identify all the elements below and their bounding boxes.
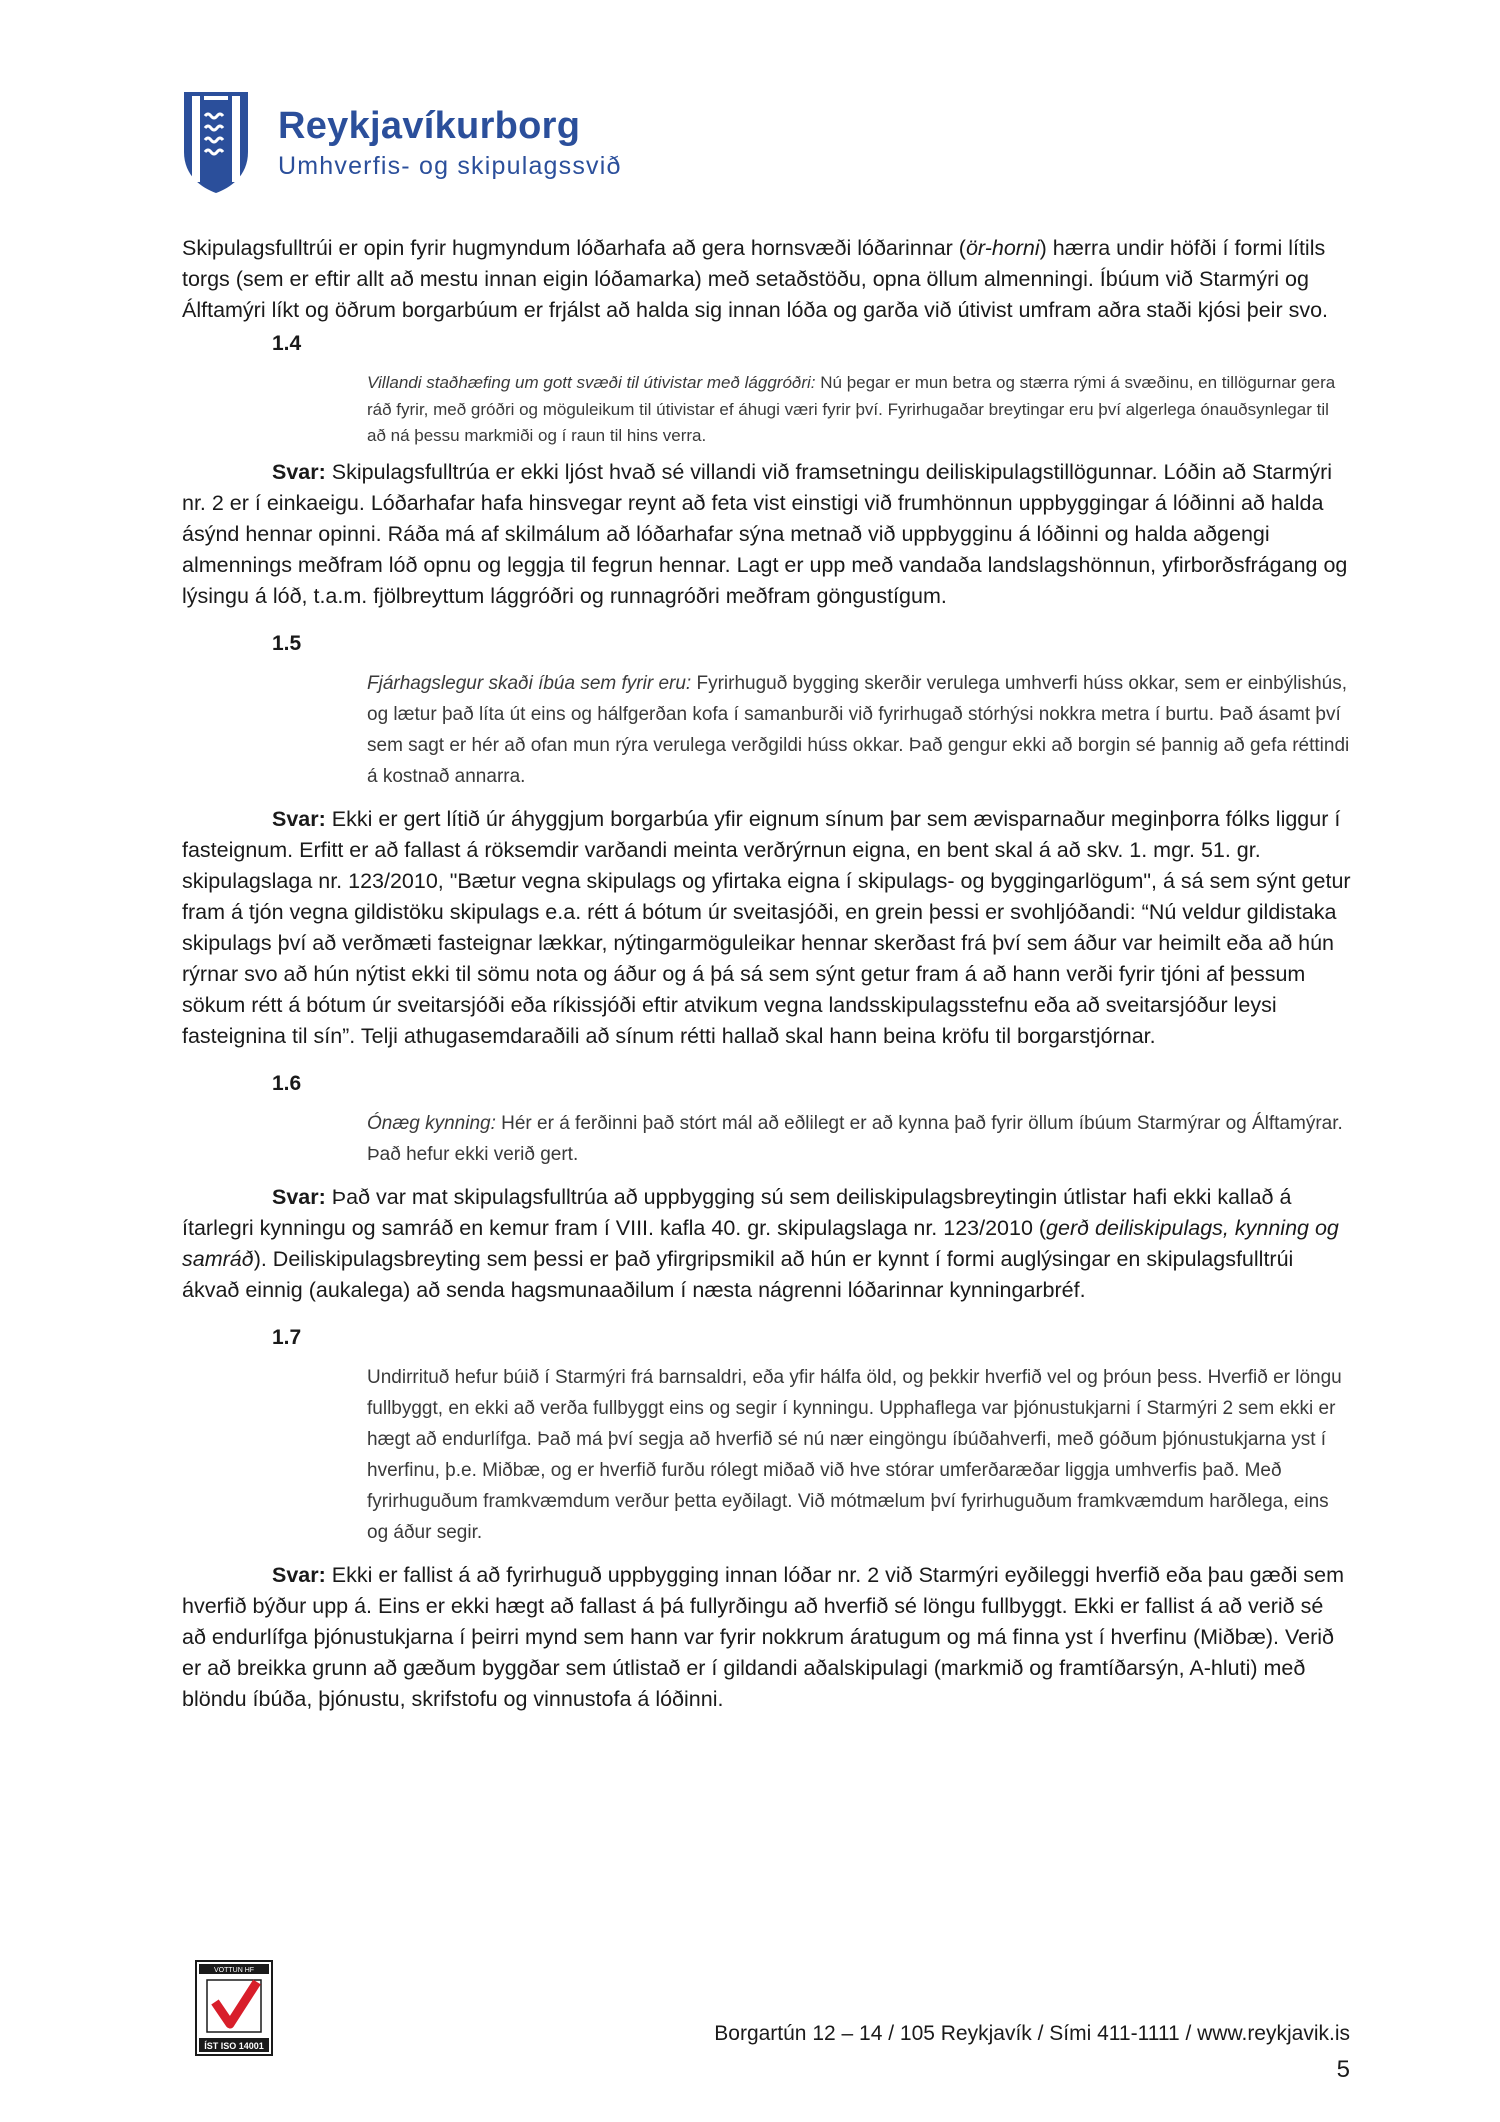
quote-title: Fjárhagslegur skaði íbúa sem fyrir eru:	[367, 672, 692, 694]
answer-text-end: ). Deiliskipulagsbreyting sem þessi er það yfirgripsmikil að hún er kynnt í formi auglýsingar en skipulagsfulltrúi ákvað einnig (aukalega) að senda hagsmunaaðilum í næsta nágrenni lóðarinnar kynningarbréf.	[182, 1246, 1294, 1302]
answer-text: Ekki er gert lítið úr áhyggjum borgarbúa yfir eignum sínum þar sem ævisparnaður meginþorra fólks liggur í fasteignum. Erfitt er að fallast á röksemdir varðandi meinta verðrýrnun eigna, en bent skal á að skv. 1. mgr. 51. gr. skipulagslaga nr. 123/2010, "Bætur vegna skipulags og yfirtaka eigna í skipulags- og byggingarlögum", á sá sem sýnt getur fram á tjón vegna gildistöku skipulags e.a. rétt á bótum úr sveitasjóði, en grein þessi er svohljóðandi: “Nú veldur gildistaka skipulags því að verðmæti fasteignar lækkar, nýtingarmöguleikar hennar skerðast frá því sem áður var heimilt eða að hún rýrnar svo að hún nýtist ekki til sömu nota og áður og á þá sá sem sýnt getur fram á að hann verði fyrir tjóni af þessum sökum rétt á bótum úr sveitarsjóði eða ríkissjóði eftir atvikum vegna landsskipulagsstefnu eða að sveitarsjóður leysi fasteignina til sín”. Telji athugasemdaraðili að sínum rétti hallað skal hann beina kröfu til borgarstjórnar.	[182, 806, 1351, 1048]
cert-bottom-text: ÍST ISO 14001	[204, 2041, 264, 2051]
objection-quote	[367, 668, 1352, 792]
objection-quote	[367, 1362, 1352, 1548]
section-number: 1.7	[272, 1325, 302, 1349]
answer-text: Skipulagsfulltrúa er ekki ljóst hvað sé villandi við framsetningu deiliskipulagstillögunnar. Lóðin að Starmýri nr. 2 er í einkaeigu. Lóðarhafar hafa hinsvegar reynt að feta vist einstigi við frumhönnun uppbyggingar á lóðinni að halda ásýnd hennar opinni. Ráða má af skilmálum að lóðarhafar sýna metnað við uppbygginu á lóðinni og halda aðgengi almennings meðfram lóð opnu og leggja til fegrun hennar. Lagt er upp með vandaða landslagshönnun, yfirborðsfrágang og lýsingu á lóð, t.a.m. fjölbreyttum lággróðri og runnagróðri meðfram göngustígum.	[182, 459, 1348, 608]
answer-label: Svar:	[272, 1184, 326, 1209]
answer-label: Svar:	[272, 459, 326, 484]
quote-text: Undirrituð hefur búið í Starmýri frá barnsaldri, eða yfir hálfa öld, og þekkir hverfið vel og þróun þess. Hverfið er löngu fullbyggt, en ekki að verða fullbyggt eins og segir í kynningu. Upphaflega var þjónustukjarni í Starmýri 2 sem ekki er hægt að endurlífga. Það má því segja að hverfið sé nú nær eingöngu íbúðahverfi, með góðum þjónustukjarna yst í hverfinu, þ.e. Miðbæ, og er hverfið furðu rólegt miðað við hve stórar umferðaræðar liggja umhverfis það. Með fyrirhuguðum framkvæmdum verður þetta eyðilagt. Við mótmælum því fyrirhuguðum framkvæmdum harðlega, eins og áður segir.	[367, 1366, 1342, 1543]
objection-quote	[367, 370, 1352, 450]
intro-italic: ör-horni	[965, 236, 1040, 260]
intro-paragraph: Skipulagsfulltrúi er opin fyrir hugmyndum lóðarhafa að gera hornsvæði lóðarinnar (ör-horni) hærra undir höfði í formi lítils torgs (sem er eftir allt að mestu innan eigin lóðamarka) með setaðstöðu, opna öllum almenningi. Íbúum við Starmýri og Álftamýri líkt og öðrum borgarbúum er frjálst að halda sig innan lóða og garða við útivist umfram aðra staði kjósi þeir svo.	[182, 236, 1329, 322]
answer-paragraph	[182, 804, 1352, 1052]
answer-italic: gerð deiliskipulags, kynning og samráð	[182, 1215, 1339, 1271]
footer-address: Borgartún 12 – 14 / 105 Reykjavík / Sími 411-1111 / www.reykjavik.is	[714, 2022, 1350, 2045]
answer-paragraph	[182, 1560, 1352, 1715]
quote-title: Ónæg kynning:	[367, 1112, 496, 1134]
section-number: 1.6	[272, 1071, 302, 1095]
page-header	[182, 90, 622, 195]
reykjavik-crest-icon	[182, 90, 250, 195]
quote-text: Nú þegar er mun betra og stærra rými á svæðinu, en tillögurnar gera ráð fyrir, með gróðri og möguleikum til útivistar ef áhugi væri fyrir því. Fyrirhugaðar breytingar eru því algerlega ónauðsynlegar til að ná þessu markmiði og í raun til hins verra.	[367, 373, 1336, 445]
quote-text: Fyrirhuguð bygging skerðir verulega umhverfi húss okkar, sem er einbýlishús, og lætur það líta út eins og hálfgerðan kofa í samanburði við fyrirhugað stórhýsi nokkra metra í burtu. Það ásamt því sem sagt er hér að ofan mun rýra verulega verðgildi húss okkar. Það gengur ekki að borgin sé þannig að gefa réttindi á kostnað annarra.	[367, 672, 1350, 787]
answer-text: Það var mat skipulagsfulltrúa að uppbygging sú sem deiliskipulagsbreytingin útlistar hafi ekki kallað á ítarlegri kynningu og samráð en kemur fram í VIII. kafla 40. gr. skipulagslaga nr. 123/2010 (	[182, 1184, 1292, 1240]
answer-label: Svar:	[272, 806, 326, 831]
vottun-iso-14001-icon	[195, 1960, 273, 2056]
quote-title: Villandi staðhæfing um gott svæði til útivistar með lággróðri:	[367, 373, 816, 392]
answer-label: Svar:	[272, 1562, 326, 1587]
answer-paragraph	[182, 457, 1352, 612]
answer-paragraph	[182, 1182, 1352, 1306]
answer-text: Ekki er fallist á að fyrirhuguð uppbygging innan lóðar nr. 2 við Starmýri eyðileggi hverfið eða þau gæði sem hverfið býður upp á. Eins er ekki hægt að fallast á þá fullyrðingu að hverfið sé löngu fullbyggt. Ekki er fallist á að verið sé að endurlífga þjónustukjarna í þeirri mynd sem hann var fyrir nokkrum áratugum og má finna yst í hverfinu (Miðbæ). Verið er að breikka grunn að gæðum byggðar sem útlistað er í gildandi aðalskipulagi (markmið og framtíðarsýn, A-hluti) með blöndu íbúða, þjónustu, skrifstofu og vinnustofa á lóðinni.	[182, 1562, 1345, 1711]
quote-text: Hér er á ferðinni það stórt mál að eðlilegt er að kynna það fyrir öllum íbúum Starmýrar og Álftamýrar. Það hefur ekki verið gert.	[367, 1112, 1343, 1165]
brand-block	[278, 104, 622, 182]
dept-name: Umhverfis- og skipulagssvið	[278, 151, 622, 180]
cert-top-text: VOTTUN HF	[213, 1967, 255, 1974]
section-number: 1.4	[272, 332, 302, 355]
org-name: Reykjavíkurborg	[278, 104, 581, 147]
section-number: 1.5	[272, 631, 302, 655]
page-number: 5	[1336, 2056, 1350, 2083]
document-body	[182, 233, 1352, 1715]
objection-quote	[367, 1108, 1352, 1170]
